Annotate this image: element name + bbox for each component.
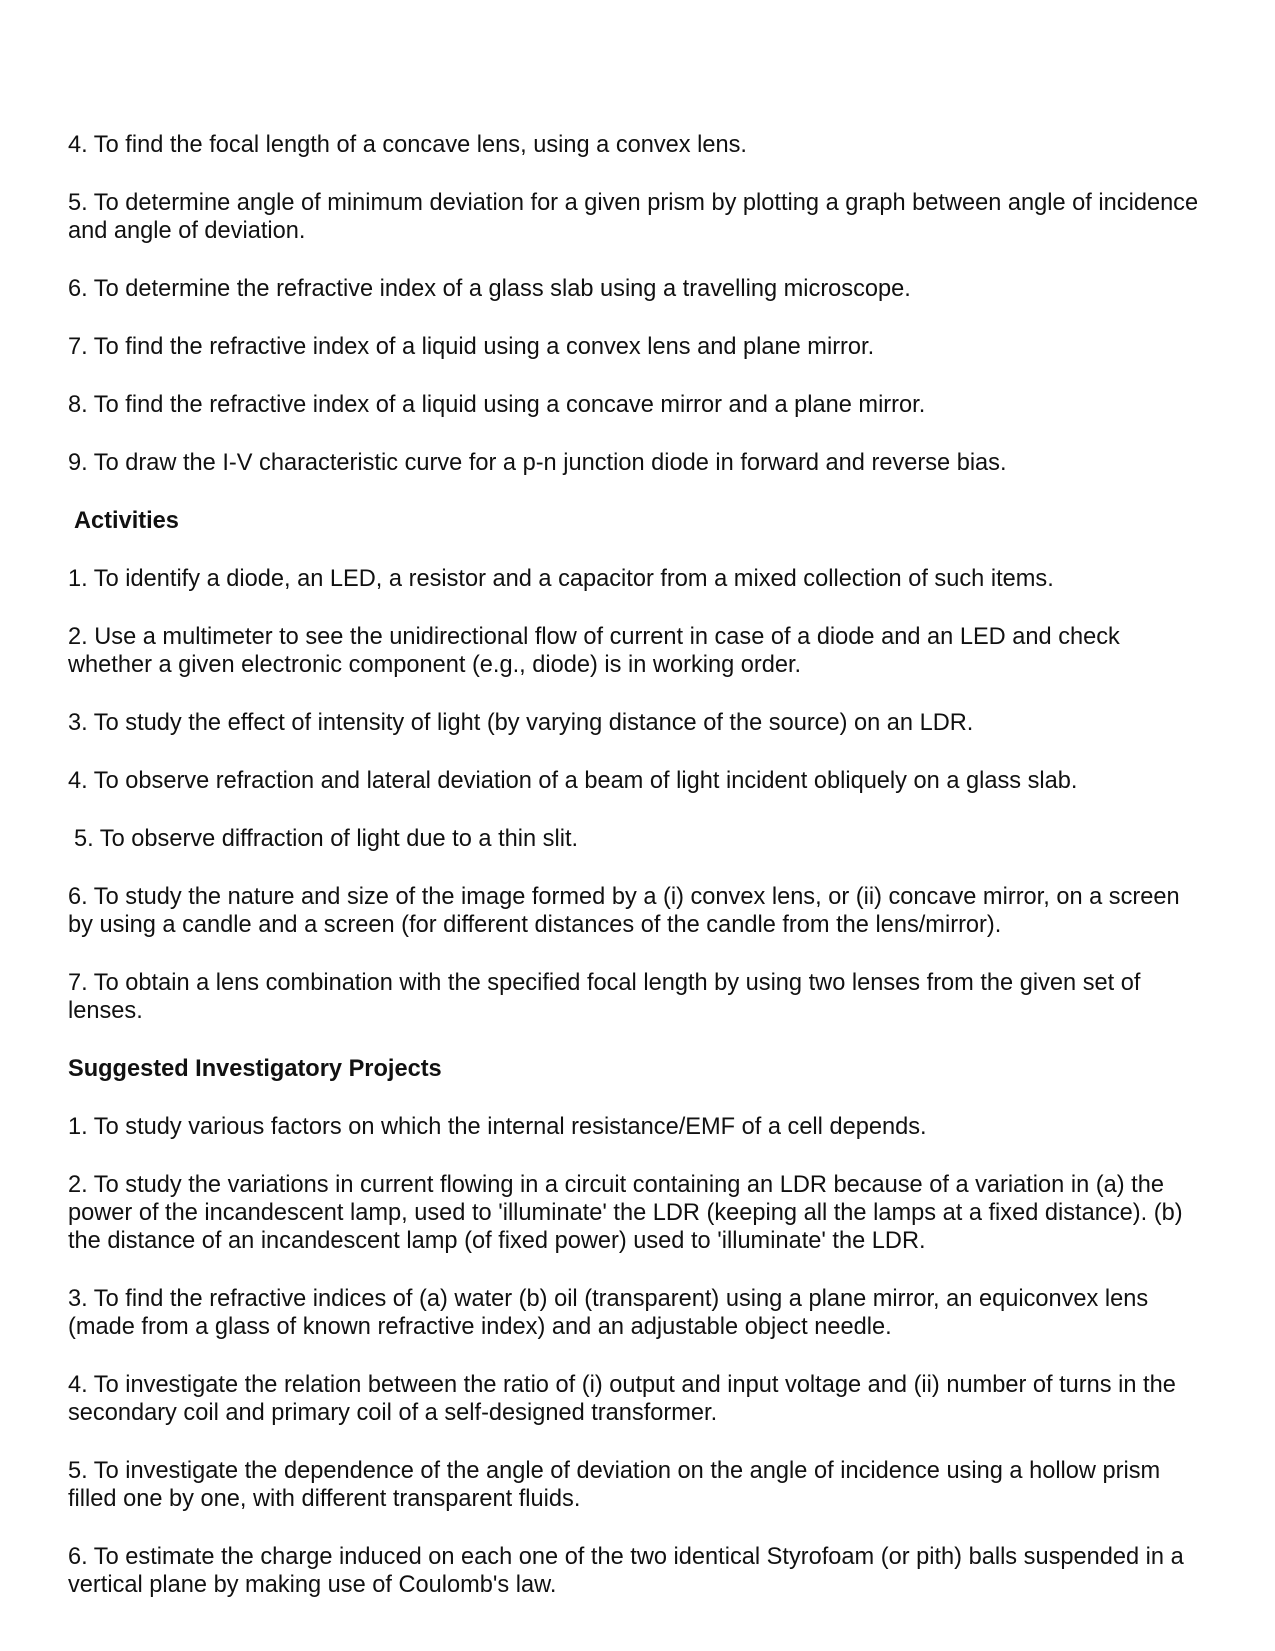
activity-item: 1. To identify a diode, an LED, a resistor and a capacitor from a mixed collection of such items. [68,566,1054,592]
project-item: 5. To investigate the dependence of the angle of deviation on the angle of incidence using a hollow prism filled one by one, with different transparent fluids. [68,1458,1161,1512]
project-item: 2. To study the variations in current flowing in a circuit containing an LDR because of a variation in (a) the power of the incandescent lamp, used to 'illuminate' the LDR (keeping all the lamps at a fixed distance). (b) the distance of an incandescent lamp (of fixed power) used to 'illuminate' the LDR. [68,1172,1183,1254]
experiment-item: 8. To find the refractive index of a liquid using a concave mirror and a plane mirror. [68,392,926,418]
document-page [68,131,1208,1629]
projects-heading: Suggested Investigatory Projects [68,1056,442,1082]
experiment-item: 9. To draw the I-V characteristic curve for a p-n junction diode in forward and reverse bias. [68,450,1007,476]
activity-item: 7. To obtain a lens combination with the specified focal length by using two lenses from the given set of lenses. [68,970,1141,1024]
activity-item: 6. To study the nature and size of the image formed by a (i) convex lens, or (ii) concave mirror, on a screen by using a candle and a screen (for different distances of the candle from the lens/mirror). [68,884,1180,938]
experiment-item: 7. To find the refractive index of a liquid using a convex lens and plane mirror. [68,334,875,360]
activity-item: 2. Use a multimeter to see the unidirectional flow of current in case of a diode and an LED and check whether a given electronic component (e.g., diode) is in working order. [68,624,1120,678]
project-item: 3. To find the refractive indices of (a) water (b) oil (transparent) using a plane mirror, an equiconvex lens (made from a glass of known refractive index) and an adjustable object needle. [68,1286,1149,1340]
project-item: 1. To study various factors on which the internal resistance/EMF of a cell depends. [68,1114,927,1140]
project-item: 4. To investigate the relation between the ratio of (i) output and input voltage and (ii) number of turns in the secondary coil and primary coil of a self-designed transformer. [68,1372,1176,1426]
activity-item: 3. To study the effect of intensity of light (by varying distance of the source) on an LDR. [68,710,974,736]
activity-item: 5. To observe diffraction of light due to a thin slit. [74,826,579,852]
experiment-item: 4. To find the focal length of a concave lens, using a convex lens. [68,132,747,158]
activities-heading: Activities [74,508,179,534]
experiment-item: 5. To determine angle of minimum deviation for a given prism by plotting a graph between angle of incidence and angle of deviation. [68,190,1199,244]
activity-item: 4. To observe refraction and lateral deviation of a beam of light incident obliquely on a glass slab. [68,768,1078,794]
project-item: 6. To estimate the charge induced on each one of the two identical Styrofoam (or pith) balls suspended in a vertical plane by making use of Coulomb's law. [68,1544,1184,1598]
experiment-item: 6. To determine the refractive index of a glass slab using a travelling microscope. [68,276,911,302]
